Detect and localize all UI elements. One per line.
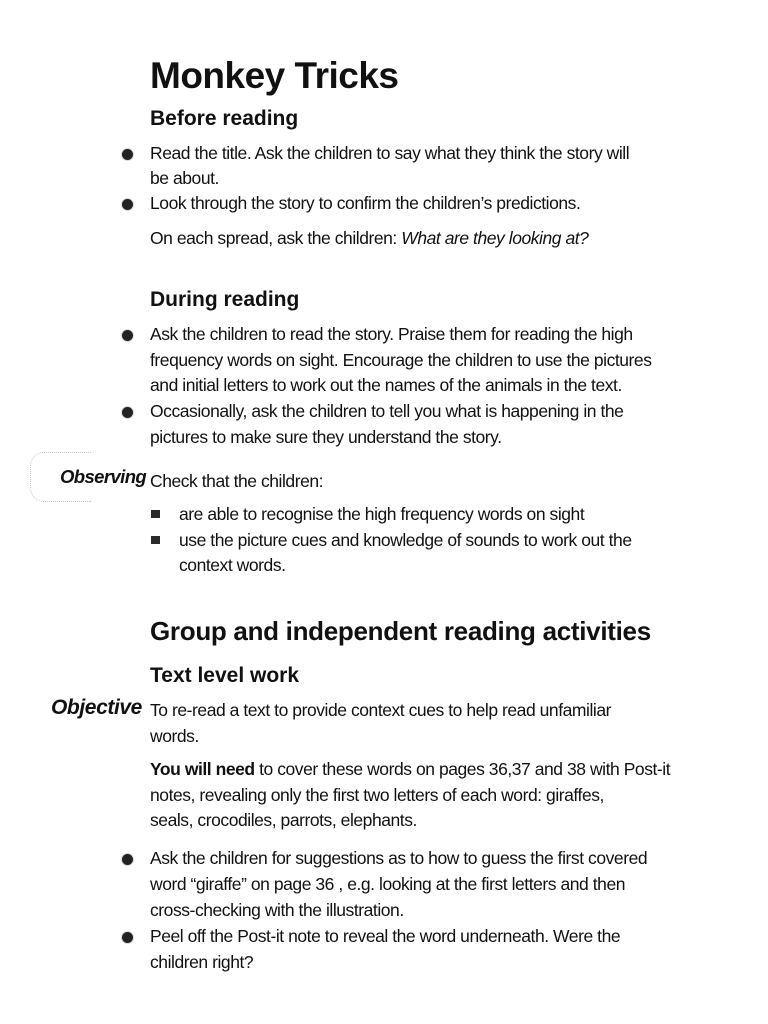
- need-line2: notes, revealing only the first two letters of each word: giraffes,: [150, 785, 604, 805]
- observing-item2-line1: use the picture cues and knowledge of sounds to work out the: [179, 530, 632, 550]
- you-will-need-label: You will need: [150, 759, 255, 779]
- observing-item2-line2: context words.: [179, 555, 286, 575]
- observing-item1: are able to recognise the high frequency words on sight: [179, 504, 585, 524]
- spread-question: What are they looking at?: [401, 228, 589, 248]
- bullet-icon: [122, 330, 133, 341]
- group-bullet1-line3: cross-checking with the illustration.: [150, 900, 404, 920]
- during-bullet1-line1: Ask the children to read the story. Praise them for reading the high: [150, 324, 633, 344]
- spread-prefix: On each spread, ask the children:: [150, 228, 402, 248]
- during-reading-heading: During reading: [150, 288, 300, 311]
- group-bullet2-line1: Peel off the Post-it note to reveal the word underneath. Were the: [150, 926, 621, 946]
- you-will-need-text: to cover these words on pages 36,37 and 38 with Post-it: [254, 759, 671, 779]
- page-title: Monkey Tricks: [150, 55, 399, 96]
- objective-line2: words.: [150, 726, 199, 746]
- square-bullet-icon: [151, 510, 160, 518]
- square-bullet-icon: [151, 536, 160, 544]
- objective-line1: To re-read a text to provide context cues to help read unfamiliar: [150, 700, 612, 720]
- group-bullet1-line2: word “giraffe” on page 36 , e.g. looking at the first letters and then: [150, 874, 626, 894]
- group-activities-heading: Group and independent reading activities: [150, 616, 651, 646]
- observing-label: Observing: [60, 466, 147, 487]
- during-bullet2-line2: pictures to make sure they understand the story.: [150, 427, 502, 447]
- you-will-need-line: [150, 757, 670, 781]
- spread-question-line: [150, 226, 588, 250]
- bullet-icon: [122, 199, 133, 210]
- during-bullet1-line2: frequency words on sight. Encourage the children to use the pictures: [150, 350, 652, 370]
- bullet-icon: [122, 854, 133, 865]
- bullet-icon: [122, 407, 133, 418]
- text-level-heading: Text level work: [150, 664, 300, 687]
- need-line3: seals, crocodiles, parrots, elephants.: [150, 810, 417, 830]
- during-bullet1-line3: and initial letters to work out the names of the animals in the text.: [150, 375, 622, 395]
- observing-intro: Check that the children:: [150, 471, 324, 491]
- before-bullet1-line2: be about.: [150, 168, 219, 188]
- objective-label: Objective: [51, 696, 142, 719]
- group-bullet2-line2: children right?: [150, 952, 254, 972]
- group-bullet1-line1: Ask the children for suggestions as to how to guess the first covered: [150, 848, 648, 868]
- during-bullet2-line1: Occasionally, ask the children to tell you what is happening in the: [150, 401, 624, 421]
- before-bullet2-line: Look through the story to confirm the children’s predictions.: [150, 193, 581, 213]
- bullet-icon: [122, 149, 133, 160]
- before-reading-heading: Before reading: [150, 107, 299, 130]
- before-bullet1-line1: Read the title. Ask the children to say what they think the story will: [150, 143, 630, 163]
- bullet-icon: [122, 932, 133, 943]
